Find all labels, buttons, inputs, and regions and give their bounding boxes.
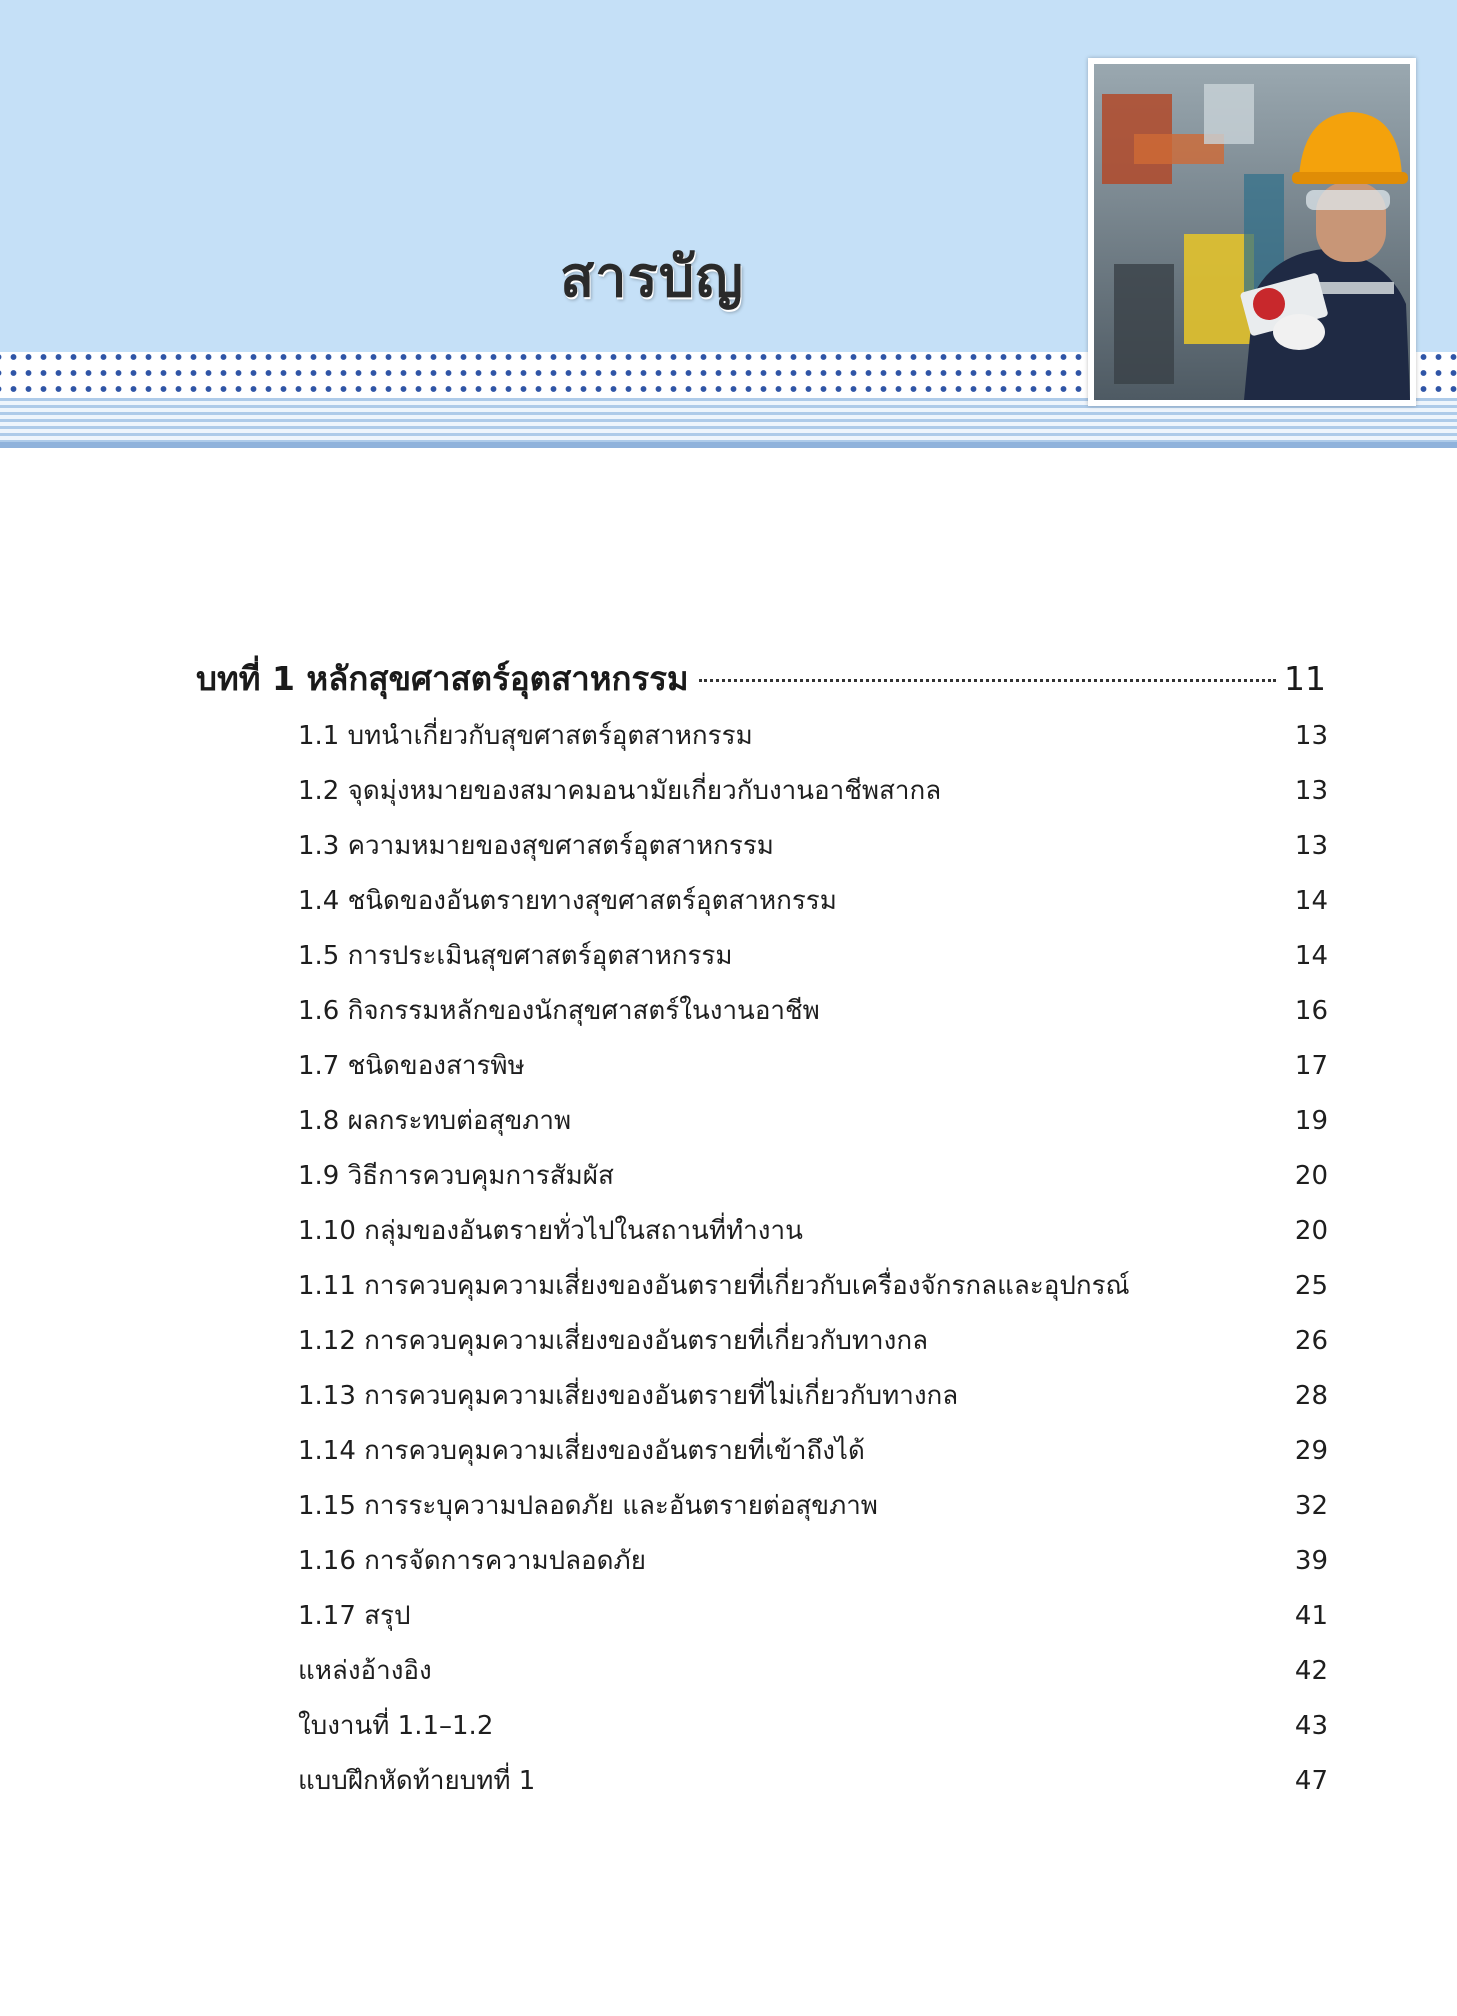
toc-item-label: 1.5 การประเมินสุขศาสตร์อุตสาหกรรม <box>298 941 733 971</box>
toc-item-page: 32 <box>1294 1490 1328 1521</box>
toc-item-label: แบบฝึกหัดท้ายบทที่ 1 <box>298 1766 536 1796</box>
toc-item-page: 43 <box>1294 1710 1328 1741</box>
toc-item-label: 1.10 กลุ่มของอันตรายทั่วไปในสถานที่ทำงาน <box>298 1216 803 1246</box>
toc-item-label: 1.15 การระบุความปลอดภัย และอันตรายต่อสุขภาพ <box>298 1491 878 1521</box>
toc-item <box>298 873 1328 928</box>
worker-illustration <box>1094 64 1410 400</box>
toc-item-label: 1.16 การจัดการความปลอดภัย <box>298 1546 646 1576</box>
toc-item <box>298 1093 1328 1148</box>
toc-item-page: 16 <box>1294 995 1328 1026</box>
toc-item <box>298 983 1328 1038</box>
toc-item-page: 14 <box>1294 885 1328 916</box>
toc-item-page: 29 <box>1294 1435 1328 1466</box>
toc-item <box>298 928 1328 983</box>
toc-item-label: 1.8 ผลกระทบต่อสุขภาพ <box>298 1106 572 1136</box>
toc-item <box>298 1643 1328 1698</box>
toc-dot-leader <box>699 679 1276 682</box>
toc-item-page: 13 <box>1294 720 1328 751</box>
toc-item <box>298 763 1328 818</box>
page-title: สารบัญ <box>560 245 744 310</box>
toc-item-page: 20 <box>1294 1160 1328 1191</box>
toc-item <box>298 1753 1328 1808</box>
toc-item-page: 17 <box>1294 1050 1328 1081</box>
worker-photo <box>1094 64 1410 400</box>
toc-item-label: ใบงานที่ 1.1–1.2 <box>298 1711 494 1741</box>
toc-item <box>298 1698 1328 1753</box>
toc-item-label: 1.14 การควบคุมความเสี่ยงของอันตรายที่เข้าถึงได้ <box>298 1436 865 1466</box>
toc-item <box>298 1258 1328 1313</box>
toc-item-page: 26 <box>1294 1325 1328 1356</box>
toc-item-label: 1.13 การควบคุมความเสี่ยงของอันตรายที่ไม่เกี่ยวกับทางกล <box>298 1381 959 1411</box>
toc-item <box>298 1203 1328 1258</box>
toc-item <box>298 708 1328 763</box>
toc-item-page: 47 <box>1294 1765 1328 1796</box>
toc-item-page: 41 <box>1294 1600 1328 1631</box>
toc-item <box>298 1423 1328 1478</box>
toc-item-page: 14 <box>1294 940 1328 971</box>
toc-item-label: 1.11 การควบคุมความเสี่ยงของอันตรายที่เกี่ยวกับเครื่องจักรกลและอุปกรณ์ <box>298 1271 1130 1301</box>
toc-item-label: 1.3 ความหมายของสุขศาสตร์อุตสาหกรรม <box>298 831 774 861</box>
toc-item <box>298 818 1328 873</box>
toc-item-label: 1.1 บทนำเกี่ยวกับสุขศาสตร์อุตสาหกรรม <box>298 721 753 751</box>
toc-chapter-entry <box>196 652 1326 698</box>
toc-item-page: 25 <box>1294 1270 1328 1301</box>
toc-item-page: 20 <box>1294 1215 1328 1246</box>
worker-photo-frame <box>1088 58 1416 406</box>
toc-item-page: 13 <box>1294 775 1328 806</box>
toc-item-label: 1.17 สรุป <box>298 1601 411 1631</box>
toc-item <box>298 1313 1328 1368</box>
toc-item-label: 1.6 กิจกรรมหลักของนักสุขศาสตร์ในงานอาชีพ <box>298 996 820 1026</box>
toc-item-label: 1.9 วิธีการควบคุมการสัมผัส <box>298 1161 614 1191</box>
toc-item-label: 1.12 การควบคุมความเสี่ยงของอันตรายที่เกี่ยวกับทางกล <box>298 1326 929 1356</box>
toc-item <box>298 1038 1328 1093</box>
toc-item-label: 1.2 จุดมุ่งหมายของสมาคมอนามัยเกี่ยวกับงานอาชีพสากล <box>298 776 942 806</box>
toc-item-page: 19 <box>1294 1105 1328 1136</box>
toc-item <box>298 1478 1328 1533</box>
toc-item-label: 1.4 ชนิดของอันตรายทางสุขศาสตร์อุตสาหกรรม <box>298 886 837 916</box>
toc-item <box>298 1588 1328 1643</box>
toc-item-page: 28 <box>1294 1380 1328 1411</box>
toc-item <box>298 1368 1328 1423</box>
toc-item <box>298 1533 1328 1588</box>
toc-chapter-page: 11 <box>1284 659 1326 698</box>
toc-item-page: 39 <box>1294 1545 1328 1576</box>
toc-item-label: แหล่งอ้างอิง <box>298 1656 432 1686</box>
toc-item-page: 42 <box>1294 1655 1328 1686</box>
toc-item <box>298 1148 1328 1203</box>
toc-list <box>298 708 1328 1808</box>
toc-item-page: 13 <box>1294 830 1328 861</box>
toc-chapter-title: บทที่ 1 หลักสุขศาสตร์อุตสาหกรรม <box>196 659 689 698</box>
toc-item-label: 1.7 ชนิดของสารพิษ <box>298 1051 525 1081</box>
